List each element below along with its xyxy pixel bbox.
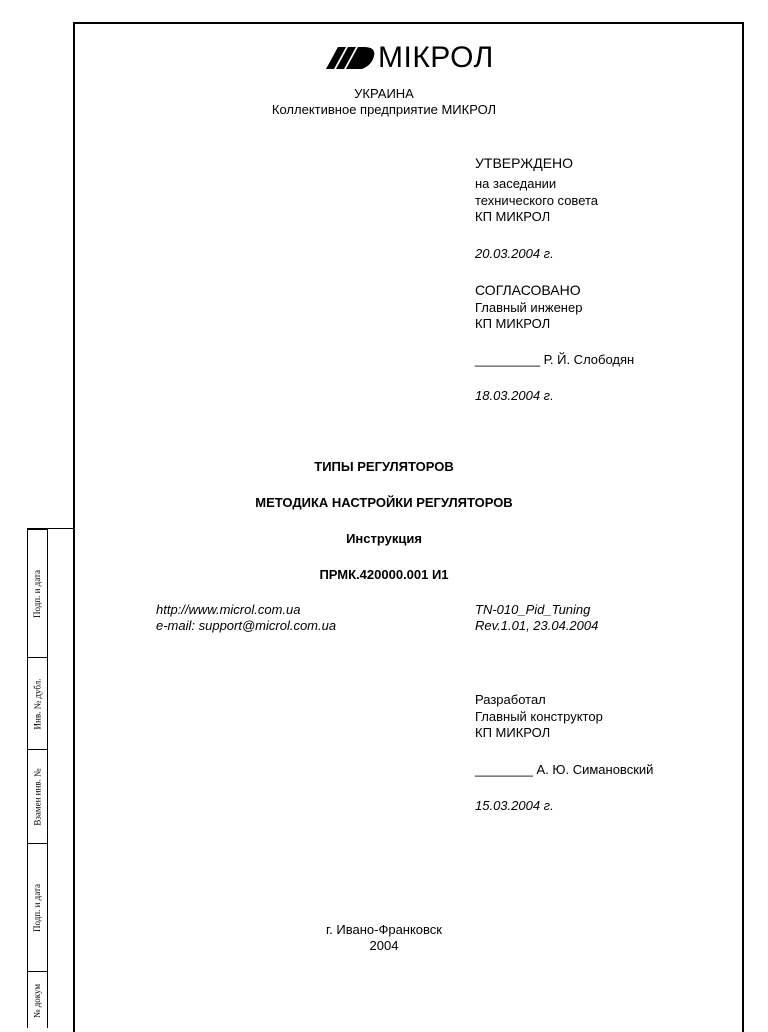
agreement-date: 18.03.2004 г. (475, 388, 554, 403)
developer-title: Разработал (475, 692, 546, 707)
stamp-label: Подп. и дата (32, 883, 43, 932)
footer-city: г. Ивано-Франковск (326, 922, 442, 937)
stamp-label: Взамен инв. № (32, 767, 43, 826)
stamp-cell (28, 529, 47, 657)
document-code: ПРМК.420000.001 И1 (319, 567, 449, 582)
country-label: УКРАИНА (354, 86, 414, 101)
approval-title: УТВЕРЖДЕНО (475, 155, 574, 171)
brand-name: МІКРОЛ (378, 41, 494, 74)
email-link[interactable]: e-mail: support@microl.com.ua (156, 618, 337, 633)
approval-line: КП МИКРОЛ (475, 209, 551, 224)
stamp-label: Подп. и дата (32, 569, 43, 618)
stamp-cell (28, 749, 47, 843)
approval-date: 20.03.2004 г. (475, 246, 554, 261)
stamp-strip (27, 528, 73, 1028)
approval-line: технического совета (475, 193, 599, 208)
microl-logo (326, 40, 494, 76)
stamp-cell (28, 971, 47, 1029)
revision: Rev.1.01, 23.04.2004 (475, 618, 599, 633)
developer-signature: ________ А. Ю. Симановский (475, 762, 654, 777)
website-link[interactable]: http://www.microl.com.ua (156, 602, 301, 617)
agreement-signature: _________ Р. Й. Слободян (475, 352, 635, 367)
microl-logo-icon (326, 47, 376, 69)
stamp-cell (28, 843, 47, 971)
page-frame (73, 22, 744, 1032)
document-subtitle: МЕТОДИКА НАСТРОЙКИ РЕГУЛЯТОРОВ (255, 495, 513, 510)
developer-line: КП МИКРОЛ (475, 725, 551, 740)
developer-date: 15.03.2004 г. (475, 798, 554, 813)
document-type: Инструкция (346, 531, 422, 546)
stamp-cell (28, 657, 47, 749)
stamp-label: № докум (32, 983, 43, 1018)
footer-year: 2004 (369, 938, 399, 953)
doc-id: TN-010_Pid_Tuning (475, 602, 591, 617)
approval-line: на заседании (475, 176, 557, 191)
company-name: Коллективное предприятие МИКРОЛ (271, 102, 497, 117)
stamp-label: Инв. № дубл. (32, 678, 43, 729)
stamp-divider (47, 529, 48, 1028)
agreement-title: СОГЛАСОВАНО (475, 282, 581, 298)
agreement-line: КП МИКРОЛ (475, 316, 551, 331)
agreement-line: Главный инженер (475, 300, 583, 315)
developer-line: Главный конструктор (475, 709, 603, 724)
document-title: ТИПЫ РЕГУЛЯТОРОВ (314, 459, 454, 474)
